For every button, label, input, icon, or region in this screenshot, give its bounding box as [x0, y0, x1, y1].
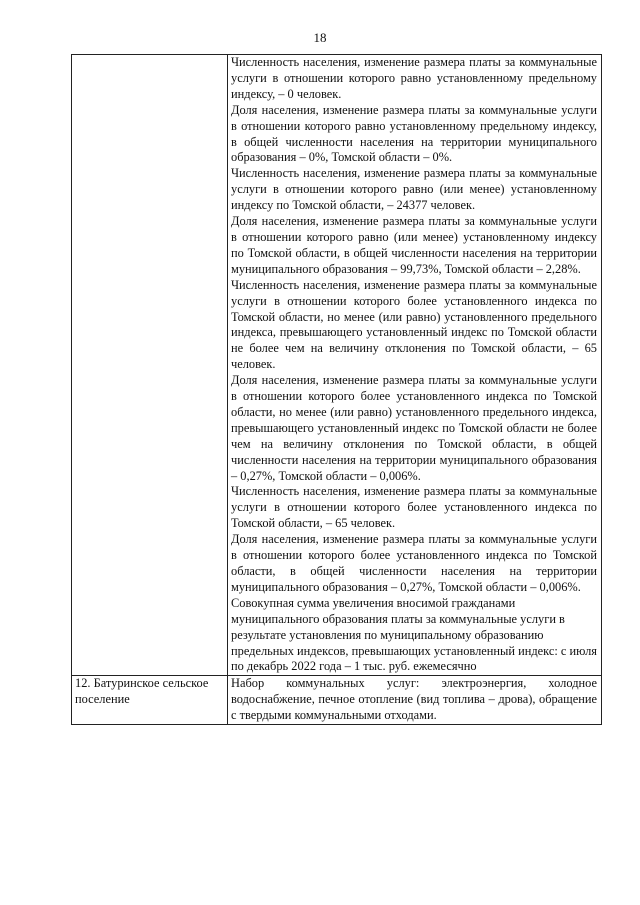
page-number: 18 [313, 30, 327, 45]
municipality-cell [72, 55, 228, 676]
indicators-cell [228, 676, 602, 725]
municipality-cell: 12. Батуринское сельское поселение [72, 676, 228, 725]
paragraph-population-within-deviation: Численность населения, изменение размера платы за коммунальные услуги в отношении которого более установленного индекса по Томской области, но менее (или равно) установленного предельного индекса, превышающего установленный индекс по Томской области не более чем на величину отклонения по Томской области, – 65 человек. [231, 277, 597, 372]
paragraph-share-equal-or-less: Доля населения, изменение размера платы за коммунальные услуги в отношении которого равно (или менее) установленному индексу по Томской области, в общей численности населения на территории муниципального образования – 99,73%, Томской области – 2,28%. [231, 214, 597, 276]
indicators-cell [228, 55, 602, 676]
table-row [72, 676, 602, 725]
municipal-utilities-table [71, 54, 602, 725]
paragraph-share-equal-limit: Доля населения, изменение размера платы за коммунальные услуги в отношении которого равно установленному предельному индексу, в общей численности населения на территории муниципального образования – 0%, Томской области – 0%. [231, 102, 597, 165]
paragraph-population-above-index: Численность населения, изменение размера платы за коммунальные услуги в отношении которого более установленного индекса по Томской области, – 65 человек. [231, 484, 597, 531]
paragraph-population-equal-limit: Численность населения, изменение размера платы за коммунальные услуги в отношении которого равно установленному предельному индексу, – 0 человек. [231, 55, 597, 101]
paragraph-share-within-deviation: Доля населения, изменение размера платы за коммунальные услуги в отношении которого более установленного индекса по Томской области, но менее (или равно) установленного предельного индекса, превышающего установленный индекс по Томской области не более чем на величину отклонения по Томской области, в общей численности населения на территории муниципального образования – 0,27%, Томской области – 0,006%. [231, 373, 597, 483]
paragraph-total-increase: Совокупная сумма увеличения вносимой гражданами муниципального образования платы за коммунальные услуги в результате установления по муниципальному образованию предельных индексов, превышающих установленный индекс: с июля по декабрь 2022 года – 1 тыс. руб. ежемесячно [231, 595, 597, 674]
paragraph-population-equal-or-less: Численность населения, изменение размера платы за коммунальные услуги в отношении которого равно (или менее) установленному индексу по Томской области, – 24377 человек. [231, 166, 597, 213]
paragraph-share-above-index: Доля населения, изменение размера платы за коммунальные услуги в отношении которого более установленного индекса по Томской области, в общей численности населения на территории муниципального образования – 0,27%, Томской области – 0,006%. [231, 532, 597, 594]
table-row [72, 55, 602, 676]
paragraph-utility-set: Набор коммунальных услуг: электроэнергия, холодное водоснабжение, печное отопление (вид топлива – дрова), обращение с твердыми коммунальными отходами. [231, 676, 597, 723]
